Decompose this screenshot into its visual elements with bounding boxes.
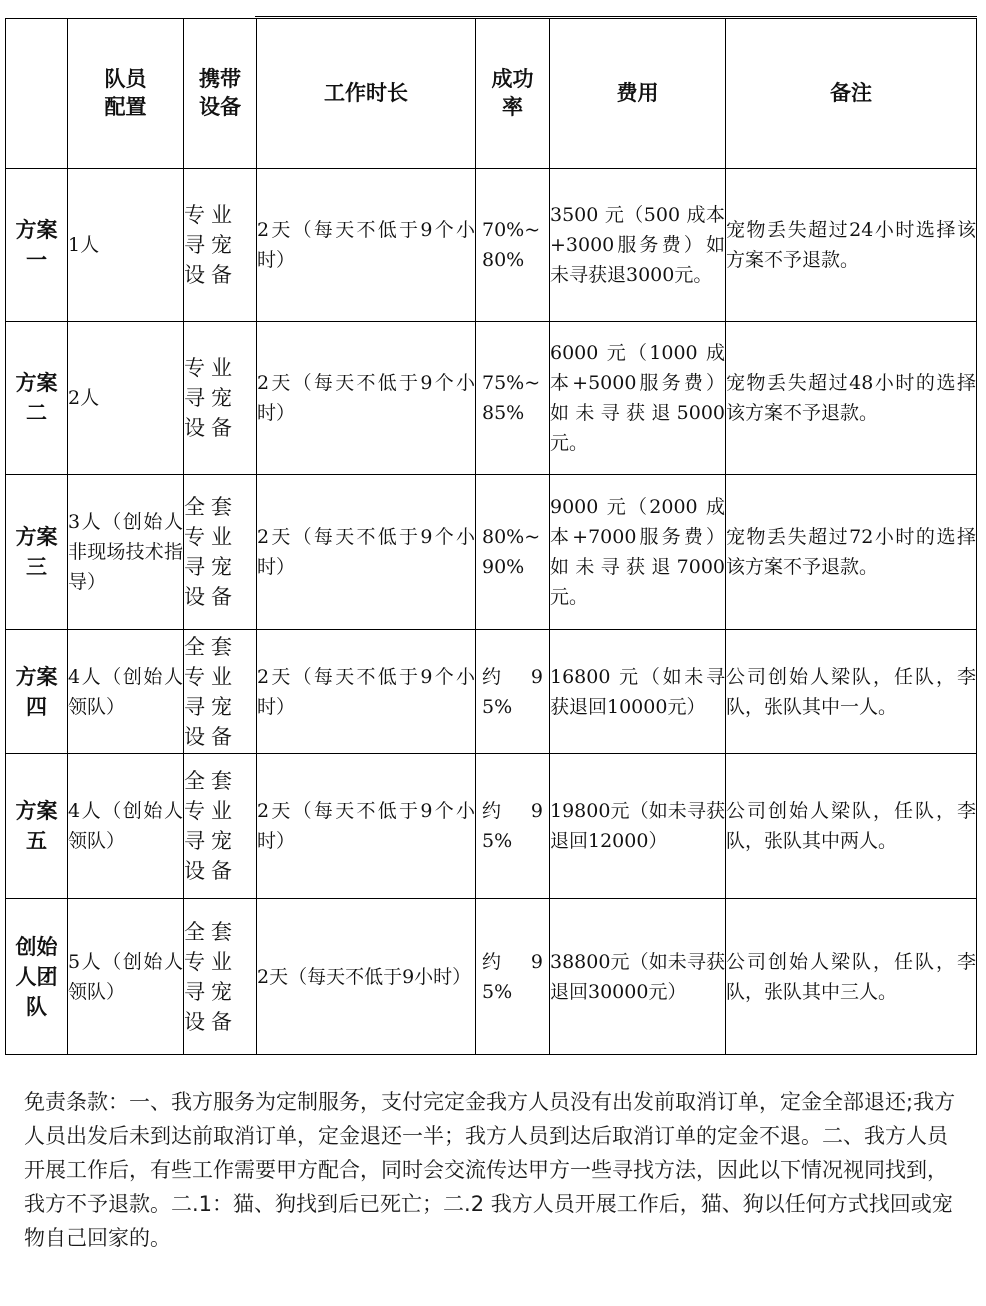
- notes-cell: 宠物丢失超过72小时的选择该方案不予退款。: [726, 475, 977, 630]
- header-notes: 备注: [726, 19, 977, 169]
- header-cost: 费用: [550, 19, 726, 169]
- equipment-cell: 全套专业寻宠设备: [184, 475, 257, 630]
- cost-cell: 3500 元（500 成本+3000服务费）如未寻获退3000元。: [550, 169, 726, 322]
- header-success-rate: 成功率: [476, 19, 550, 169]
- success-rate-cell: 约95%: [476, 754, 550, 899]
- service-plans-table: [5, 18, 977, 1055]
- equipment-cell: 全套专业寻宠设备: [184, 899, 257, 1055]
- header-duration: 工作时长: [257, 19, 476, 169]
- notes-cell: 公司创始人梁队，任队，李队，张队其中三人。: [726, 899, 977, 1055]
- success-rate-cell: 约95%: [476, 630, 550, 754]
- table-row: [6, 322, 977, 475]
- notes-cell: 宠物丢失超过24小时选择该方案不予退款。: [726, 169, 977, 322]
- success-rate-cell: 70%~80%: [476, 169, 550, 322]
- success-rate-cell: 75%~85%: [476, 322, 550, 475]
- plan-name: 方案五: [6, 754, 68, 899]
- cost-cell: 9000 元（2000 成本+7000服务费）如未寻获退7000元。: [550, 475, 726, 630]
- notes-cell: 宠物丢失超过48小时的选择该方案不予退款。: [726, 322, 977, 475]
- plan-name: 方案二: [6, 322, 68, 475]
- success-rate-cell: 80%~90%: [476, 475, 550, 630]
- plan-name: 方案一: [6, 169, 68, 322]
- duration-cell: 2天（每天不低于9个小时）: [257, 322, 476, 475]
- plan-name: 创始人团队: [6, 899, 68, 1055]
- duration-cell: 2天（每天不低于9个小时）: [257, 630, 476, 754]
- notes-cell: 公司创始人梁队，任队，李队，张队其中一人。: [726, 630, 977, 754]
- table-row: [6, 169, 977, 322]
- members-cell: 2人: [68, 322, 184, 475]
- plan-name: 方案三: [6, 475, 68, 630]
- table-row: [6, 630, 977, 754]
- equipment-cell: 专业寻宠设备: [184, 169, 257, 322]
- success-rate-cell: 约95%: [476, 899, 550, 1055]
- plan-name: 方案四: [6, 630, 68, 754]
- equipment-cell: 专业寻宠设备: [184, 322, 257, 475]
- members-cell: 4人（创始人领队）: [68, 754, 184, 899]
- table-row: [6, 899, 977, 1055]
- notes-cell: 公司创始人梁队，任队，李队，张队其中两人。: [726, 754, 977, 899]
- header-blank: [6, 19, 68, 169]
- duration-cell: 2天（每天不低于9个小时）: [257, 475, 476, 630]
- members-cell: 1人: [68, 169, 184, 322]
- members-cell: 3人（创始人非现场技术指导）: [68, 475, 184, 630]
- cost-cell: 19800元（如未寻获退回12000）: [550, 754, 726, 899]
- duration-cell: 2天（每天不低于9小时）: [257, 899, 476, 1055]
- header-equipment: 携带设备: [184, 19, 257, 169]
- disclaimer-text: 免责条款：一、我方服务为定制服务，支付完定金我方人员没有出发前取消订单，定金全部退还;我方人员出发后未到达前取消订单，定金退还一半；我方人员到达后取消订单的定金不退。二、我方人员开展工作后，有些工作需要甲方配合，同时会交流传达甲方一些寻找方法，因此以下情况视同找到，我方不予退款。二.1：猫、狗找到后已死亡；二.2 我方人员开展工作后，猫、狗以任何方式找回或宠物自己回家的。: [24, 1090, 956, 1250]
- members-cell: 4人（创始人领队）: [68, 630, 184, 754]
- equipment-cell: 全套专业寻宠设备: [184, 630, 257, 754]
- duration-cell: 2天（每天不低于9个小时）: [257, 169, 476, 322]
- equipment-cell: 全套专业寻宠设备: [184, 754, 257, 899]
- duration-cell: 2天（每天不低于9个小时）: [257, 754, 476, 899]
- header-members: 队员配置: [68, 19, 184, 169]
- members-cell: 5人（创始人领队）: [68, 899, 184, 1055]
- top-rule: [255, 16, 977, 17]
- table-row: [6, 754, 977, 899]
- table-header-row: [6, 19, 977, 169]
- cost-cell: 6000 元（1000 成本+5000服务费）如未寻获退5000元。: [550, 322, 726, 475]
- table-row: [6, 475, 977, 630]
- cost-cell: 38800元（如未寻获退回30000元）: [550, 899, 726, 1055]
- cost-cell: 16800 元（如未寻获退回10000元）: [550, 630, 726, 754]
